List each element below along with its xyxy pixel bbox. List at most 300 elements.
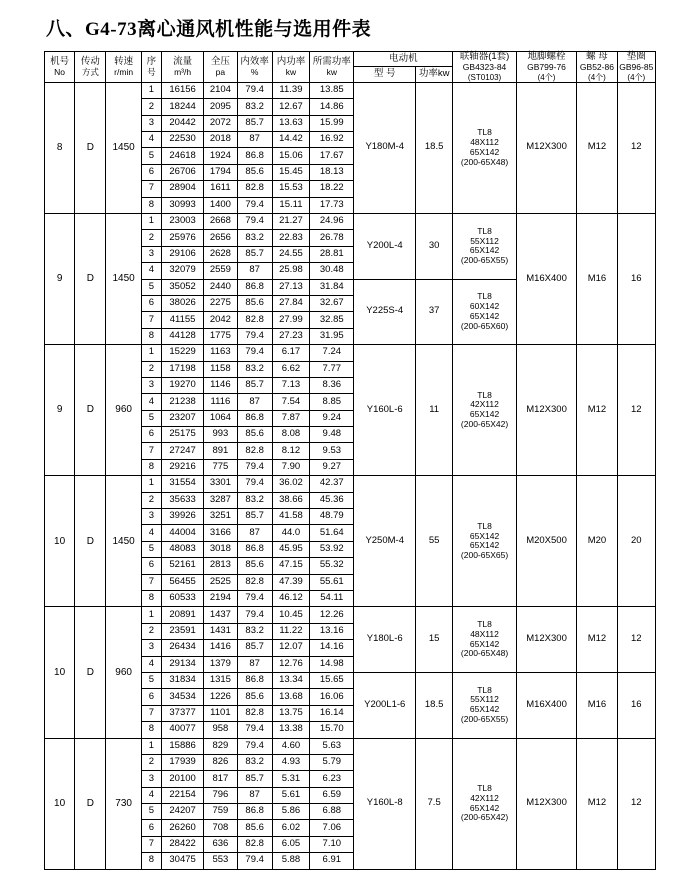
- cell-suoxugonglv: 6.91: [310, 853, 354, 869]
- document-page: [0, 14, 700, 866]
- header-neigonglv: 内功率 kw: [272, 52, 309, 83]
- cell-liuliang: 29106: [161, 246, 203, 262]
- cell-neixiaolv: 83.2: [237, 754, 272, 770]
- cell-neixiaolv: 85.7: [237, 115, 272, 131]
- cell-quanya: 2813: [204, 558, 237, 574]
- cell-neigonglv: 6.05: [272, 836, 309, 852]
- cell-neixiaolv: 86.8: [237, 541, 272, 557]
- cell-jihao: 9: [45, 345, 75, 476]
- cell-motor-model: Y250M-4: [354, 476, 416, 607]
- cell-motor-power: 7.5: [415, 738, 452, 869]
- cell-liuliang: 20891: [161, 607, 203, 623]
- cell-neigonglv: 45.95: [272, 541, 309, 557]
- cell-motor-model: Y200L1-6: [354, 672, 416, 738]
- coupling-line: TL8: [477, 291, 492, 302]
- cell-xuhao: 7: [141, 443, 161, 459]
- cell-suoxugonglv: 54.11: [310, 590, 354, 606]
- cell-suoxugonglv: 28.81: [310, 246, 354, 262]
- coupling-line: 65X142: [469, 540, 500, 551]
- cell-xuhao: 7: [141, 181, 161, 197]
- cell-neigonglv: 11.22: [272, 623, 309, 639]
- cell-zhuansu: 1450: [106, 82, 141, 213]
- cell-neixiaolv: 87: [237, 132, 272, 148]
- cell-xuhao: 2: [141, 623, 161, 639]
- table-body: [45, 82, 656, 869]
- cell-quanya: 2440: [204, 279, 237, 295]
- cell-quanya: 2275: [204, 295, 237, 311]
- coupling-line: 65X142: [469, 409, 500, 420]
- cell-neigonglv: 4.60: [272, 738, 309, 754]
- cell-suoxugonglv: 5.79: [310, 754, 354, 770]
- cell-neixiaolv: 79.4: [237, 328, 272, 344]
- cell-xuhao: 5: [141, 279, 161, 295]
- cell-quanya: 1226: [204, 689, 237, 705]
- coupling-line: (200-65X42): [460, 812, 509, 823]
- cell-quanya: 1775: [204, 328, 237, 344]
- cell-xuhao: 4: [141, 787, 161, 803]
- cell-xuhao: 7: [141, 705, 161, 721]
- cell-liuliang: 28422: [161, 836, 203, 852]
- cell-xuhao: 8: [141, 722, 161, 738]
- coupling-line: (200-65X48): [460, 156, 509, 167]
- cell-suoxugonglv: 15.65: [310, 672, 354, 688]
- cell-xuhao: 5: [141, 804, 161, 820]
- cell-neixiaolv: 87: [237, 263, 272, 279]
- cell-quanya: 2668: [204, 214, 237, 230]
- cell-quanya: 2194: [204, 590, 237, 606]
- cell-suoxugonglv: 17.73: [310, 197, 354, 213]
- table-row: [45, 82, 656, 98]
- header-gonglv: 功率kw: [415, 67, 452, 82]
- cell-quanya: 3287: [204, 492, 237, 508]
- cell-neixiaolv: 82.8: [237, 312, 272, 328]
- cell-liuliang: 40077: [161, 722, 203, 738]
- cell-neigonglv: 13.34: [272, 672, 309, 688]
- cell-xuhao: 2: [141, 99, 161, 115]
- cell-liuliang: 35633: [161, 492, 203, 508]
- cell-neixiaolv: 79.4: [237, 214, 272, 230]
- cell-neigonglv: 7.54: [272, 394, 309, 410]
- cell-quanya: 1163: [204, 345, 237, 361]
- cell-liuliang: 60533: [161, 590, 203, 606]
- cell-zhuansu: 960: [106, 607, 141, 738]
- cell-liuliang: 25976: [161, 230, 203, 246]
- cell-coupling: [453, 345, 517, 476]
- cell-suoxugonglv: 13.16: [310, 623, 354, 639]
- cell-xuhao: 2: [141, 230, 161, 246]
- cell-liuliang: 30475: [161, 853, 203, 869]
- cell-neixiaolv: 79.4: [237, 607, 272, 623]
- cell-liuliang: 29134: [161, 656, 203, 672]
- cell-motor-model: Y160L-6: [354, 345, 416, 476]
- coupling-line: 42X112: [470, 792, 499, 803]
- cell-xuhao: 2: [141, 754, 161, 770]
- cell-suoxugonglv: 42.37: [310, 476, 354, 492]
- cell-motor-model: Y180L-6: [354, 607, 416, 673]
- cell-xuhao: 8: [141, 590, 161, 606]
- cell-suoxugonglv: 16.06: [310, 689, 354, 705]
- cell-liuliang: 16156: [161, 82, 203, 98]
- cell-bolt: M16X400: [516, 214, 576, 345]
- cell-quanya: 1437: [204, 607, 237, 623]
- cell-neigonglv: 11.39: [272, 82, 309, 98]
- cell-chuandong: D: [75, 214, 106, 345]
- cell-xuhao: 4: [141, 525, 161, 541]
- cell-xuhao: 8: [141, 853, 161, 869]
- coupling-line: (200-65X65): [460, 550, 509, 561]
- cell-neixiaolv: 86.8: [237, 148, 272, 164]
- cell-neigonglv: 27.13: [272, 279, 309, 295]
- cell-liuliang: 23207: [161, 410, 203, 426]
- cell-quanya: 636: [204, 836, 237, 852]
- cell-neixiaolv: 79.4: [237, 590, 272, 606]
- cell-neigonglv: 13.75: [272, 705, 309, 721]
- cell-chuandong: D: [75, 476, 106, 607]
- cell-liuliang: 24207: [161, 804, 203, 820]
- cell-motor-model: Y225S-4: [354, 279, 416, 345]
- cell-quanya: 958: [204, 722, 237, 738]
- cell-liuliang: 18244: [161, 99, 203, 115]
- cell-quanya: 1315: [204, 672, 237, 688]
- cell-neixiaolv: 79.4: [237, 459, 272, 475]
- cell-quanya: 817: [204, 771, 237, 787]
- cell-xuhao: 8: [141, 459, 161, 475]
- header-chuandong: 传动 方式: [75, 52, 106, 83]
- cell-neixiaolv: 86.8: [237, 804, 272, 820]
- cell-xuhao: 6: [141, 427, 161, 443]
- coupling-line: TL8: [477, 783, 492, 794]
- cell-coupling: [453, 82, 517, 213]
- cell-liuliang: 27247: [161, 443, 203, 459]
- cell-motor-power: 55: [415, 476, 452, 607]
- cell-neixiaolv: 83.2: [237, 230, 272, 246]
- cell-suoxugonglv: 7.77: [310, 361, 354, 377]
- cell-neixiaolv: 85.7: [237, 640, 272, 656]
- cell-quanya: 2559: [204, 263, 237, 279]
- header-lianzhouqi: 联轴器(1套) GB4323-84 (ST0103): [453, 52, 517, 83]
- cell-quanya: 2104: [204, 82, 237, 98]
- cell-xuhao: 4: [141, 132, 161, 148]
- cell-neixiaolv: 85.7: [237, 246, 272, 262]
- cell-washer: 12: [617, 738, 655, 869]
- cell-neigonglv: 13.63: [272, 115, 309, 131]
- cell-motor-power: 30: [415, 214, 452, 280]
- table-row: [45, 214, 656, 230]
- cell-neixiaolv: 79.4: [237, 82, 272, 98]
- cell-neixiaolv: 85.6: [237, 558, 272, 574]
- cell-motor-power: 37: [415, 279, 452, 345]
- cell-quanya: 1431: [204, 623, 237, 639]
- cell-xuhao: 1: [141, 476, 161, 492]
- cell-quanya: 3018: [204, 541, 237, 557]
- cell-washer: 16: [617, 672, 655, 738]
- cell-quanya: 2656: [204, 230, 237, 246]
- cell-neixiaolv: 83.2: [237, 623, 272, 639]
- cell-quanya: 796: [204, 787, 237, 803]
- cell-suoxugonglv: 53.92: [310, 541, 354, 557]
- cell-jihao: 10: [45, 607, 75, 738]
- cell-zhuansu: 960: [106, 345, 141, 476]
- cell-neixiaolv: 83.2: [237, 492, 272, 508]
- cell-xuhao: 8: [141, 197, 161, 213]
- cell-suoxugonglv: 26.78: [310, 230, 354, 246]
- cell-suoxugonglv: 18.13: [310, 164, 354, 180]
- cell-chuandong: D: [75, 82, 106, 213]
- coupling-line: 42X112: [470, 399, 499, 410]
- cell-neixiaolv: 87: [237, 656, 272, 672]
- cell-liuliang: 31554: [161, 476, 203, 492]
- coupling-line: 65X142: [469, 704, 500, 715]
- cell-neixiaolv: 83.2: [237, 99, 272, 115]
- cell-liuliang: 39926: [161, 509, 203, 525]
- coupling-line: TL8: [477, 389, 492, 400]
- cell-quanya: 2072: [204, 115, 237, 131]
- coupling-line: 65X142: [469, 310, 500, 321]
- cell-suoxugonglv: 9.24: [310, 410, 354, 426]
- coupling-line: TL8: [477, 520, 492, 531]
- cell-jihao: 10: [45, 476, 75, 607]
- header-neixiaolv: 内效率 %: [237, 52, 272, 83]
- cell-neixiaolv: 85.6: [237, 164, 272, 180]
- cell-suoxugonglv: 6.59: [310, 787, 354, 803]
- cell-quanya: 1101: [204, 705, 237, 721]
- cell-liuliang: 29216: [161, 459, 203, 475]
- cell-neigonglv: 13.68: [272, 689, 309, 705]
- cell-neixiaolv: 82.8: [237, 705, 272, 721]
- cell-xuhao: 6: [141, 689, 161, 705]
- cell-chuandong: D: [75, 345, 106, 476]
- cell-zhuansu: 730: [106, 738, 141, 869]
- cell-nut: M12: [577, 607, 617, 673]
- cell-neigonglv: 5.61: [272, 787, 309, 803]
- cell-neixiaolv: 79.4: [237, 853, 272, 869]
- cell-neixiaolv: 87: [237, 394, 272, 410]
- cell-neigonglv: 5.86: [272, 804, 309, 820]
- coupling-line: 65X142: [469, 245, 500, 256]
- cell-xuhao: 6: [141, 164, 161, 180]
- cell-neigonglv: 7.90: [272, 459, 309, 475]
- cell-quanya: 1416: [204, 640, 237, 656]
- cell-chuandong: D: [75, 607, 106, 738]
- cell-quanya: 1400: [204, 197, 237, 213]
- cell-neigonglv: 41.58: [272, 509, 309, 525]
- coupling-line: 55X112: [470, 694, 499, 705]
- cell-suoxugonglv: 9.48: [310, 427, 354, 443]
- cell-quanya: 3301: [204, 476, 237, 492]
- cell-suoxugonglv: 55.32: [310, 558, 354, 574]
- cell-neigonglv: 6.02: [272, 820, 309, 836]
- cell-liuliang: 15229: [161, 345, 203, 361]
- cell-liuliang: 21238: [161, 394, 203, 410]
- cell-neixiaolv: 86.8: [237, 279, 272, 295]
- table-row: [45, 607, 656, 623]
- cell-suoxugonglv: 16.14: [310, 705, 354, 721]
- cell-neigonglv: 22.83: [272, 230, 309, 246]
- cell-quanya: 2018: [204, 132, 237, 148]
- cell-neixiaolv: 85.6: [237, 427, 272, 443]
- cell-neigonglv: 27.23: [272, 328, 309, 344]
- cell-quanya: 826: [204, 754, 237, 770]
- cell-quanya: 3251: [204, 509, 237, 525]
- coupling-line: 48X112: [470, 137, 499, 148]
- cell-neigonglv: 6.17: [272, 345, 309, 361]
- cell-liuliang: 20100: [161, 771, 203, 787]
- cell-suoxugonglv: 15.70: [310, 722, 354, 738]
- cell-xuhao: 1: [141, 82, 161, 98]
- coupling-line: 60X142: [469, 301, 500, 312]
- cell-quanya: 2628: [204, 246, 237, 262]
- cell-liuliang: 44128: [161, 328, 203, 344]
- cell-quanya: 1924: [204, 148, 237, 164]
- cell-xuhao: 3: [141, 246, 161, 262]
- cell-xuhao: 5: [141, 541, 161, 557]
- cell-motor-model: Y180M-4: [354, 82, 416, 213]
- cell-neigonglv: 38.66: [272, 492, 309, 508]
- cell-xuhao: 1: [141, 214, 161, 230]
- cell-liuliang: 26706: [161, 164, 203, 180]
- coupling-line: (200-65X42): [460, 418, 509, 429]
- cell-xuhao: 4: [141, 263, 161, 279]
- cell-suoxugonglv: 24.96: [310, 214, 354, 230]
- cell-neixiaolv: 79.4: [237, 722, 272, 738]
- cell-suoxugonglv: 12.26: [310, 607, 354, 623]
- cell-neixiaolv: 82.8: [237, 443, 272, 459]
- cell-neixiaolv: 79.4: [237, 345, 272, 361]
- header-diandongji: 电动机: [354, 52, 453, 67]
- cell-suoxugonglv: 32.85: [310, 312, 354, 328]
- cell-quanya: 1064: [204, 410, 237, 426]
- cell-neigonglv: 12.67: [272, 99, 309, 115]
- cell-liuliang: 30993: [161, 197, 203, 213]
- cell-suoxugonglv: 17.67: [310, 148, 354, 164]
- cell-xuhao: 6: [141, 558, 161, 574]
- cell-xuhao: 1: [141, 345, 161, 361]
- cell-coupling: [453, 672, 517, 738]
- fan-performance-table: [44, 51, 656, 870]
- cell-quanya: 3166: [204, 525, 237, 541]
- cell-liuliang: 25175: [161, 427, 203, 443]
- table-row: [45, 476, 656, 492]
- cell-suoxugonglv: 15.99: [310, 115, 354, 131]
- cell-neigonglv: 25.98: [272, 263, 309, 279]
- cell-neigonglv: 24.55: [272, 246, 309, 262]
- cell-suoxugonglv: 8.36: [310, 377, 354, 393]
- cell-coupling: [453, 214, 517, 280]
- cell-quanya: 1611: [204, 181, 237, 197]
- cell-suoxugonglv: 14.16: [310, 640, 354, 656]
- header-row-1: [45, 52, 656, 67]
- cell-neixiaolv: 85.6: [237, 689, 272, 705]
- cell-neigonglv: 10.45: [272, 607, 309, 623]
- cell-liuliang: 38026: [161, 295, 203, 311]
- cell-neixiaolv: 86.8: [237, 410, 272, 426]
- coupling-line: TL8: [477, 619, 492, 630]
- cell-coupling: [453, 607, 517, 673]
- coupling-line: (200-65X55): [460, 713, 509, 724]
- cell-suoxugonglv: 7.24: [310, 345, 354, 361]
- cell-neigonglv: 15.53: [272, 181, 309, 197]
- cell-neigonglv: 4.93: [272, 754, 309, 770]
- cell-neixiaolv: 87: [237, 525, 272, 541]
- header-dianquan: 垫圈 GB96-85 (4个): [617, 52, 655, 83]
- coupling-line: (200-65X55): [460, 255, 509, 266]
- cell-bolt: M12X300: [516, 607, 576, 673]
- cell-suoxugonglv: 7.06: [310, 820, 354, 836]
- table-header: [45, 52, 656, 83]
- cell-liuliang: 56455: [161, 574, 203, 590]
- table-row: [45, 738, 656, 754]
- cell-liuliang: 41155: [161, 312, 203, 328]
- cell-xuhao: 5: [141, 148, 161, 164]
- cell-quanya: 829: [204, 738, 237, 754]
- cell-neixiaolv: 86.8: [237, 672, 272, 688]
- cell-suoxugonglv: 48.79: [310, 509, 354, 525]
- coupling-line: (200-65X60): [460, 320, 509, 331]
- cell-xuhao: 7: [141, 574, 161, 590]
- cell-zhuansu: 1450: [106, 214, 141, 345]
- cell-nut: M12: [577, 738, 617, 869]
- cell-neigonglv: 47.39: [272, 574, 309, 590]
- header-xuhao: 序 号: [141, 52, 161, 83]
- cell-quanya: 891: [204, 443, 237, 459]
- header-luomu: 螺 母 GB52-86 (4个): [577, 52, 617, 83]
- cell-suoxugonglv: 32.67: [310, 295, 354, 311]
- cell-quanya: 1116: [204, 394, 237, 410]
- cell-quanya: 708: [204, 820, 237, 836]
- cell-xuhao: 8: [141, 328, 161, 344]
- cell-neigonglv: 44.0: [272, 525, 309, 541]
- cell-coupling: [453, 279, 517, 345]
- cell-suoxugonglv: 13.85: [310, 82, 354, 98]
- cell-jihao: 8: [45, 82, 75, 213]
- cell-neigonglv: 12.07: [272, 640, 309, 656]
- cell-neixiaolv: 85.7: [237, 771, 272, 787]
- cell-liuliang: 48083: [161, 541, 203, 557]
- cell-quanya: 553: [204, 853, 237, 869]
- cell-xuhao: 5: [141, 410, 161, 426]
- cell-washer: 12: [617, 345, 655, 476]
- cell-neixiaolv: 82.8: [237, 836, 272, 852]
- cell-liuliang: 31834: [161, 672, 203, 688]
- cell-suoxugonglv: 9.27: [310, 459, 354, 475]
- cell-liuliang: 19270: [161, 377, 203, 393]
- cell-nut: M12: [577, 345, 617, 476]
- cell-neixiaolv: 87: [237, 787, 272, 803]
- cell-neigonglv: 14.42: [272, 132, 309, 148]
- coupling-line: TL8: [477, 127, 492, 138]
- cell-neixiaolv: 79.4: [237, 738, 272, 754]
- cell-suoxugonglv: 7.10: [310, 836, 354, 852]
- cell-washer: 12: [617, 607, 655, 673]
- cell-liuliang: 52161: [161, 558, 203, 574]
- coupling-line: 65X142: [469, 638, 500, 649]
- cell-motor-power: 18.5: [415, 82, 452, 213]
- cell-washer: 16: [617, 214, 655, 345]
- cell-quanya: 993: [204, 427, 237, 443]
- cell-liuliang: 26260: [161, 820, 203, 836]
- coupling-line: 55X112: [470, 235, 499, 246]
- coupling-line: (200-65X48): [460, 648, 509, 659]
- cell-neixiaolv: 79.4: [237, 476, 272, 492]
- cell-suoxugonglv: 14.86: [310, 99, 354, 115]
- cell-liuliang: 23591: [161, 623, 203, 639]
- cell-suoxugonglv: 9.53: [310, 443, 354, 459]
- cell-xuhao: 7: [141, 312, 161, 328]
- header-jihao: 机号 No: [45, 52, 75, 83]
- cell-suoxugonglv: 6.23: [310, 771, 354, 787]
- cell-quanya: 1146: [204, 377, 237, 393]
- cell-motor-power: 11: [415, 345, 452, 476]
